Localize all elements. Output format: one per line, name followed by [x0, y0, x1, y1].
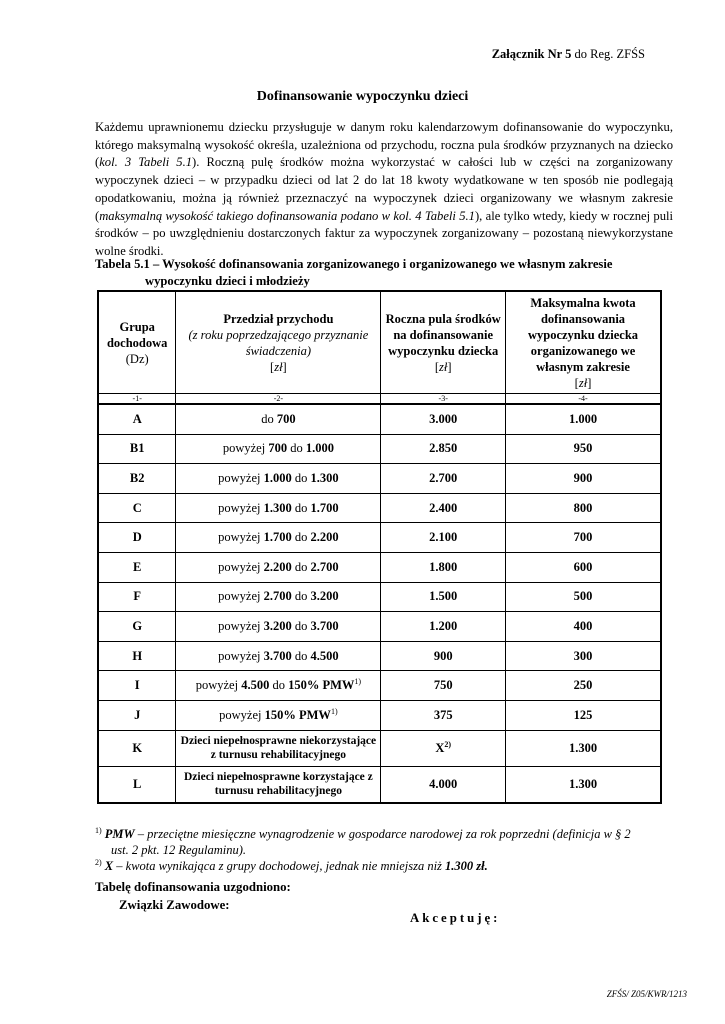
intro-italic-2: maksymalną wysokość takiego dofinansowania podano w kol. 4 Tabeli 5.1: [99, 208, 475, 223]
range-separator: do: [291, 530, 311, 545]
header-annual-pool-title: Roczna pula środków na dofinansowanie wypoczynku dziecka: [385, 311, 501, 358]
max-amount-value: 1.000: [568, 411, 598, 426]
max-amount-value: 800: [573, 500, 593, 515]
max-amount-cell: [506, 434, 661, 464]
range-separator: do: [287, 441, 306, 456]
footnote-1-mark: 1): [95, 825, 102, 835]
income-group-label: E: [133, 559, 142, 574]
range-prefix: powyżej: [218, 470, 264, 485]
header-annual-pool-unit-close: ]: [447, 359, 452, 374]
range-upper-bound: 150% PMW: [288, 678, 355, 693]
income-group-cell: [98, 464, 176, 494]
footnote-2-text: – kwota wynikająca z grupy dochodowej, jednak nie mniejsza niż: [113, 859, 446, 873]
header-annual-pool-unit: [384, 359, 502, 375]
annual-pool-cell: [381, 612, 506, 642]
intro-text-1: Każdemu uprawnionemu dziecku przysługuje w danym roku kalendarzowym dofinansowanie do wypoczynku, którego maksymalną wysokość określa, uzależniona od przychodu, roczna pula środków przyznanych na dziecko (: [95, 120, 673, 170]
income-group-cell: [98, 612, 176, 642]
group-description: Dzieci niepełnosprawne korzystające z turnusu rehabilitacyjnego: [184, 771, 373, 798]
income-group-label: J: [134, 707, 141, 722]
footnote-1-text: – przeciętne miesięczne wynagrodzenie w gospodarce narodowej za rok poprzedni (definicja w §: [134, 827, 622, 841]
header-income-range: [176, 291, 381, 394]
annual-pool-cell: [381, 700, 506, 730]
max-amount-cell: [506, 671, 661, 701]
max-amount-cell: [506, 493, 661, 523]
header-max-amount: [506, 291, 661, 394]
income-group-cell: [98, 700, 176, 730]
income-range-cell: [176, 700, 381, 730]
range-lower-bound: 700: [268, 441, 288, 456]
range-lower-bound: 1.700: [263, 530, 292, 545]
income-group-label: B1: [129, 441, 145, 456]
annual-pool-value: 1.800: [429, 559, 458, 574]
footnote-1-continuation: ust. 2 pkt. 12 Regulaminu).: [111, 843, 247, 857]
range-footnote-mark: 1): [330, 706, 338, 716]
range-upper-bound: 2.700: [310, 559, 339, 574]
range-prefix: powyżej: [219, 707, 265, 722]
annual-pool-cell: [381, 671, 506, 701]
max-amount-value: 400: [573, 618, 593, 633]
income-group-cell: [98, 404, 176, 434]
income-range-cell: [176, 641, 381, 671]
range-upper-bound: 1.000: [305, 441, 334, 456]
max-amount-cell: [506, 582, 661, 612]
income-range-cell: [176, 404, 381, 434]
group-description: Dzieci niepełnosprawne niekorzystające z turnusu rehabilitacyjnego: [180, 735, 377, 762]
annual-pool-cell: [381, 523, 506, 553]
column-number: -2-: [176, 394, 381, 405]
range-lower-bound: 2.700: [263, 589, 292, 604]
max-amount-cell: [506, 404, 661, 434]
annual-pool-value: 2.400: [429, 500, 458, 515]
range-prefix: powyżej: [218, 589, 264, 604]
table-row: [98, 404, 661, 434]
annual-pool-cell: [381, 766, 506, 803]
range-prefix: powyżej: [222, 441, 269, 456]
income-group-cell: [98, 730, 176, 766]
group-description-cell: [176, 730, 381, 766]
range-prefix: powyżej: [195, 678, 242, 693]
income-group-cell: [98, 434, 176, 464]
attachment-number: Załącznik Nr 5: [491, 47, 572, 61]
document-code: ZFŚS/ Z05/KWR/1213: [606, 989, 687, 999]
income-group-cell: [98, 766, 176, 803]
header-income-range-unit-open: [: [270, 359, 275, 374]
header-max-amount-title: Maksymalna kwota dofinansowania wypoczynku dziecka organizowanego we własnym zakresie: [527, 295, 639, 374]
header-annual-pool: [381, 291, 506, 394]
header-income-group-title: Grupa dochodowa: [106, 319, 168, 350]
max-amount-value: 900: [573, 470, 593, 485]
intro-paragraph: [95, 119, 673, 261]
header-income-range-unit: [179, 359, 377, 375]
footnote-1: [95, 826, 675, 858]
annual-pool-value: 750: [433, 678, 453, 693]
table-row: [98, 464, 661, 494]
range-separator: do: [291, 618, 311, 633]
table-caption-line2: wypoczynku dzieci i młodzieży: [145, 273, 310, 288]
range-lower-bound: 2.200: [263, 559, 292, 574]
range-prefix: powyżej: [218, 500, 264, 515]
annual-pool-cell: [381, 434, 506, 464]
footnote-2-term: X: [104, 859, 114, 873]
income-range-cell: [176, 493, 381, 523]
acceptance-label: Akceptuję:: [410, 911, 501, 925]
range-lower-bound: 700: [276, 411, 296, 426]
income-group-cell: [98, 493, 176, 523]
range-separator: do: [291, 500, 311, 515]
income-group-label: D: [132, 530, 142, 545]
income-range-cell: [176, 671, 381, 701]
column-number: -4-: [506, 394, 661, 405]
intro-italic-1: kol. 3 Tabeli 5.1: [99, 155, 193, 170]
table-row: [98, 523, 661, 553]
annual-pool-cell: [381, 641, 506, 671]
annual-pool-cell: [381, 582, 506, 612]
annual-pool-value: 2.100: [429, 530, 458, 545]
range-prefix: do: [261, 411, 277, 426]
max-amount-value: 600: [573, 559, 593, 574]
agreement-heading: Tabelę dofinansowania uzgodniono:: [95, 880, 291, 894]
max-amount-value: 300: [573, 648, 593, 663]
max-amount-value: 250: [573, 678, 593, 693]
range-upper-bound: 1.700: [310, 500, 339, 515]
income-group-label: H: [132, 648, 143, 663]
header-income-range-unit-text: zł: [274, 359, 283, 374]
annual-pool-value: 1.200: [429, 618, 458, 633]
footnotes: [95, 826, 675, 874]
range-separator: do: [291, 648, 311, 663]
income-group-label: C: [132, 500, 142, 515]
range-footnote-mark: 1): [354, 676, 362, 686]
annual-pool-cell: [381, 552, 506, 582]
income-group-label: L: [133, 776, 142, 791]
column-number: -1-: [98, 394, 176, 405]
max-amount-cell: [506, 700, 661, 730]
income-range-cell: [176, 434, 381, 464]
table-row-special: [98, 730, 661, 766]
income-group-label: G: [132, 618, 143, 633]
range-prefix: powyżej: [218, 648, 264, 663]
range-prefix: powyżej: [218, 559, 264, 574]
footnote-1-text2: 2: [624, 827, 631, 841]
range-separator: do: [291, 559, 311, 574]
max-amount-cell: [506, 523, 661, 553]
footnote-2-mark: 2): [95, 857, 102, 867]
income-group-label: I: [134, 678, 140, 693]
header-income-range-unit-close: ]: [282, 359, 287, 374]
range-lower-bound: 3.700: [263, 648, 292, 663]
range-lower-bound: 3.200: [263, 618, 292, 633]
annual-pool-value: 900: [433, 648, 453, 663]
table-row: [98, 434, 661, 464]
footnote-1-term: PMW: [104, 827, 135, 841]
annual-pool-cell: [381, 493, 506, 523]
table-row: [98, 493, 661, 523]
annual-pool-cell: [381, 404, 506, 434]
table-row-special: [98, 766, 661, 803]
income-range-cell: [176, 582, 381, 612]
header-income-range-title: Przedział przychodu: [223, 311, 334, 326]
income-range-cell: [176, 523, 381, 553]
max-amount-cell: [506, 641, 661, 671]
max-amount-value: 125: [573, 707, 593, 722]
max-amount-cell: [506, 730, 661, 766]
income-range-cell: [176, 612, 381, 642]
range-upper-bound: 3.200: [310, 589, 339, 604]
max-amount-value: 950: [573, 441, 593, 456]
income-group-cell: [98, 582, 176, 612]
income-group-cell: [98, 671, 176, 701]
income-group-label: A: [132, 411, 142, 426]
range-upper-bound: 1.300: [310, 470, 339, 485]
max-amount-cell: [506, 766, 661, 803]
attachment-reference: do Reg. ZFŚS: [574, 47, 645, 61]
table-row: [98, 700, 661, 730]
max-amount-value: 500: [573, 589, 593, 604]
intro-text-3: ), ale tylko wtedy, kiedy w rocznej puli środków – po uwzględnieniu dostarczonych faktur za wypoczynek zorganizowany – pozostaną niewykorzystane wolne środki.: [95, 208, 673, 258]
income-group-cell: [98, 552, 176, 582]
table-row: [98, 641, 661, 671]
table-row: [98, 552, 661, 582]
table-body: [98, 394, 661, 803]
annual-pool-value: 2.850: [429, 441, 458, 456]
annual-pool-cell: [381, 730, 506, 766]
annual-pool-value: X: [435, 740, 445, 755]
column-number: -3-: [381, 394, 506, 405]
max-amount-cell: [506, 464, 661, 494]
max-amount-value: 1.300: [568, 740, 598, 755]
income-group-label: K: [132, 740, 143, 755]
header-max-amount-unit-close: ]: [587, 375, 592, 390]
range-prefix: powyżej: [218, 530, 264, 545]
funding-table: [97, 290, 662, 804]
table-row: [98, 671, 661, 701]
income-range-cell: [176, 464, 381, 494]
header-annual-pool-unit-text: zł: [439, 359, 448, 374]
header-max-amount-unit-open: [: [574, 375, 579, 390]
income-group-label: B2: [129, 470, 145, 485]
header-income-range-sub: (z roku poprzedzającego przyznanie świadczenia): [188, 327, 369, 358]
income-group-cell: [98, 641, 176, 671]
max-amount-cell: [506, 612, 661, 642]
range-lower-bound: 4.500: [241, 678, 270, 693]
attachment-header: [492, 47, 645, 62]
annual-pool-value: 375: [433, 707, 453, 722]
table-header-row: [98, 291, 661, 394]
annual-pool-value: 2.700: [429, 470, 458, 485]
header-income-group-sub: (Dz): [125, 351, 149, 366]
max-amount-value: 1.300: [568, 776, 598, 791]
document-title: Dofinansowanie wypoczynku dzieci: [256, 89, 469, 104]
table-caption: [95, 256, 673, 289]
footnote-2-amount: 1.300 zł.: [445, 859, 488, 873]
table-row: [98, 612, 661, 642]
range-separator: do: [291, 589, 311, 604]
annual-pool-value: 4.000: [429, 776, 458, 791]
income-group-label: F: [133, 589, 142, 604]
max-amount-cell: [506, 552, 661, 582]
column-number-row: [98, 394, 661, 405]
footnote-2: [95, 858, 675, 874]
range-prefix: powyżej: [218, 618, 264, 633]
group-description-cell: [176, 766, 381, 803]
income-range-cell: [176, 552, 381, 582]
range-separator: do: [269, 678, 289, 693]
range-separator: do: [291, 470, 311, 485]
range-upper-bound: 4.500: [310, 648, 339, 663]
header-annual-pool-unit-open: [: [434, 359, 440, 374]
pool-footnote-mark: 2): [444, 739, 452, 749]
range-upper-bound: 2.200: [310, 530, 339, 545]
range-lower-bound: 150% PMW: [264, 707, 331, 722]
max-amount-value: 700: [573, 530, 593, 545]
header-max-amount-unit-text: zł: [578, 375, 588, 390]
table-caption-line1: Tabela 5.1 – Wysokość dofinansowania zorganizowanego i organizowanego we własnym zakresie: [95, 257, 613, 271]
trade-unions-label: Związki Zawodowe:: [119, 898, 230, 912]
range-lower-bound: 1.000: [263, 470, 292, 485]
annual-pool-cell: [381, 464, 506, 494]
header-max-amount-unit: [509, 375, 657, 391]
table-row: [98, 582, 661, 612]
income-group-cell: [98, 523, 176, 553]
annual-pool-value: 3.000: [429, 411, 458, 426]
header-income-group: [98, 291, 176, 394]
range-lower-bound: 1.300: [263, 500, 292, 515]
range-upper-bound: 3.700: [310, 618, 339, 633]
intro-text-2: ). Roczną pulę środków można wykorzystać w całości lub w części na zorganizowany wypoczynek dzieci – w przypadku dzieci od lat 2 do lat 18 kwoty wydatkowane w ten sposób nie podlegają opodatkowaniu, można ją również przeznaczyć na wypoczynek dzieci organizowany we własnym zakresie (: [95, 155, 673, 223]
annual-pool-value: 1.500: [429, 589, 458, 604]
